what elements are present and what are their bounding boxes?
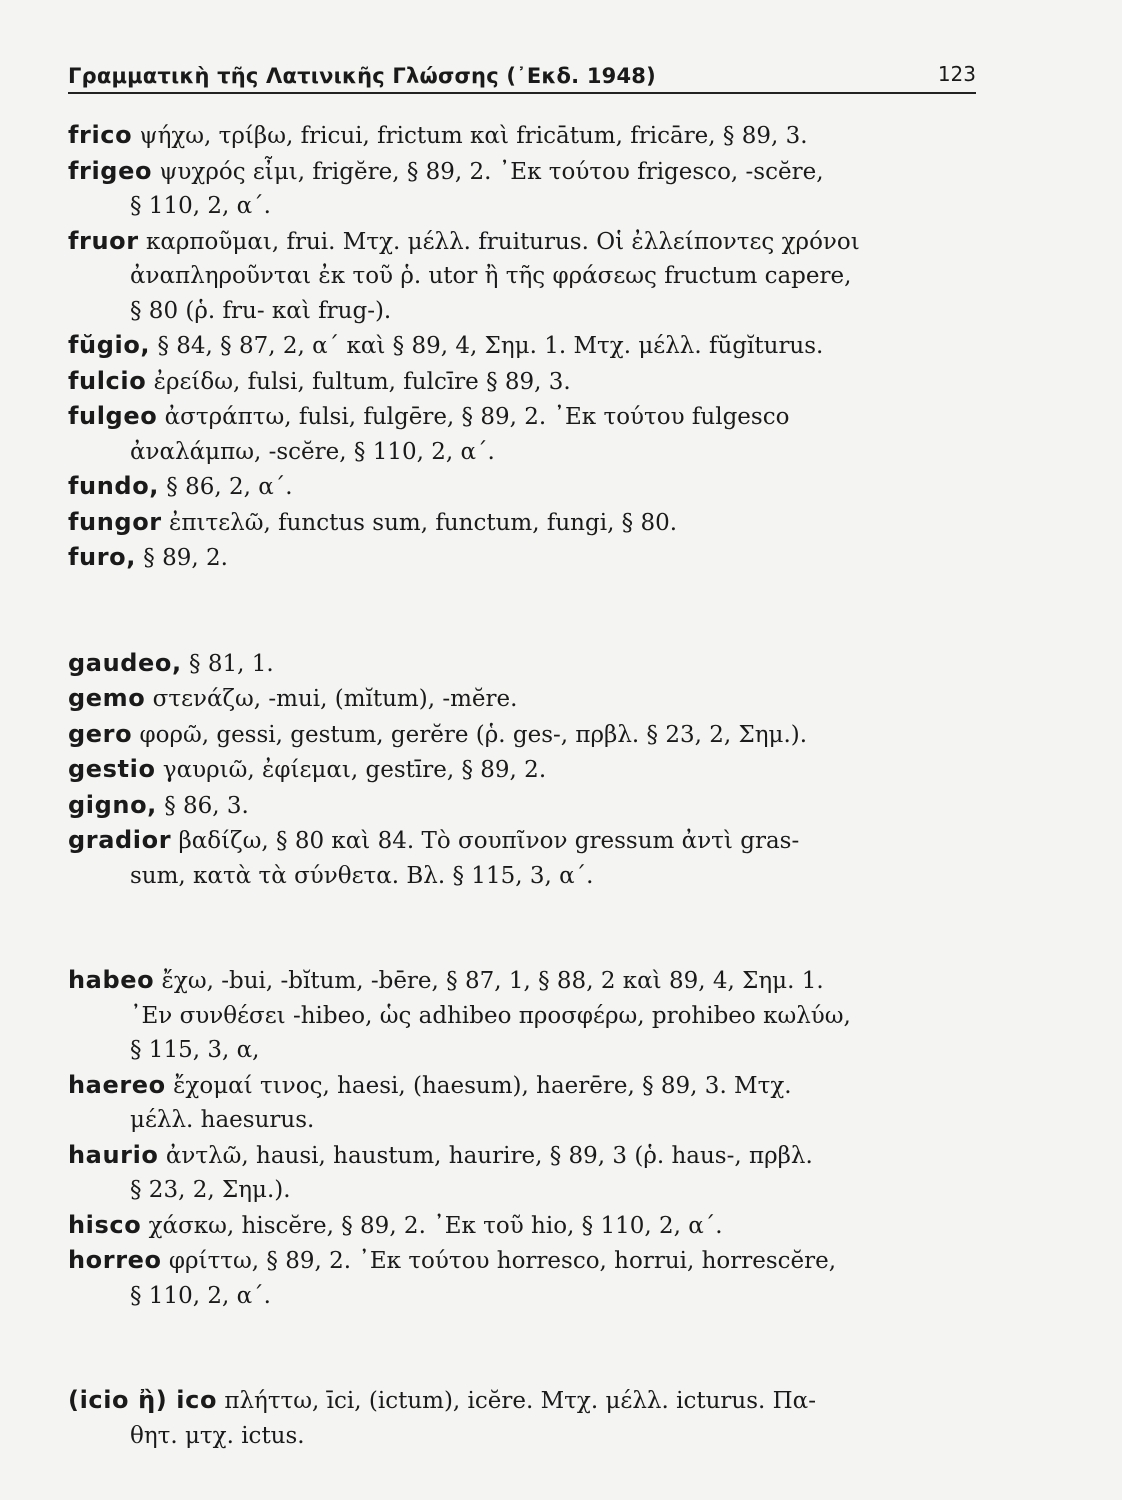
- entry-headword: fundo,: [68, 472, 159, 500]
- dictionary-entry: [68, 224, 980, 329]
- entry-headword: frigeo: [68, 156, 153, 185]
- entry-headword: gigno,: [68, 790, 157, 819]
- entry-continuation: ᾿Εν συνθέσει -hibeo, ὡς adhibeo προσφέρω, prohibeo κωλύω,: [130, 1002, 851, 1029]
- entry-definition: ἔχομαί τινος, haesi, (haesum), haerēre, § 89, 3. Μτχ.: [165, 1072, 792, 1099]
- dictionary-entry: [68, 752, 980, 788]
- entry-continuation: θητ. μτχ. ictus.: [130, 1422, 305, 1449]
- entry-headword: gradior: [68, 826, 172, 854]
- entry-definition: § 86, 2, α΄.: [159, 474, 293, 500]
- entry-headword: haereo: [68, 1070, 166, 1099]
- entry-headword: gemo: [68, 684, 146, 712]
- page-number: 123: [937, 62, 976, 86]
- dictionary-entry: [68, 1068, 980, 1138]
- entry-definition: ἐρείδω, fulsi, fultum, fulcīre § 89, 3.: [146, 368, 571, 395]
- entry-definition: ἀντλῶ, hausi, haustum, haurire, § 89, 3 (ῥ. haus-, πρβλ.: [158, 1142, 813, 1169]
- entry-continuation: § 110, 2, α΄.: [130, 193, 271, 219]
- entry-headword: horreo: [68, 1246, 162, 1274]
- entry-definition: § 86, 3.: [156, 792, 249, 819]
- entry-headword: (icio ἢ) ico: [68, 1386, 218, 1414]
- entry-definition: βαδίζω, § 80 καὶ 84. Τὸ σουπῖνον gressum ἀντὶ gras-: [171, 828, 800, 854]
- dictionary-entry: [68, 823, 980, 893]
- entry-headword: hisco: [68, 1210, 142, 1239]
- dictionary-entry: [68, 1208, 980, 1244]
- entry-definition: ψυχρός εἶμι, frigĕre, § 89, 2. ᾿Εκ τούτου frigesco, -scĕre,: [152, 158, 824, 185]
- entry-headword: habeo: [68, 966, 155, 994]
- entry-headword: frico: [68, 121, 133, 149]
- dictionary-entry: [68, 540, 980, 576]
- dictionary-entries: [68, 118, 980, 1453]
- entry-definition: § 81, 1.: [181, 650, 274, 677]
- entry-definition: § 89, 2.: [135, 545, 228, 571]
- entry-continuation: § 80 (ῥ. fru- καὶ frug-).: [130, 297, 392, 324]
- dictionary-entry: [68, 118, 980, 154]
- dictionary-entry: [68, 328, 980, 364]
- entry-headword: gero: [68, 719, 133, 748]
- entry-headword: furo,: [68, 543, 136, 571]
- dictionary-entry: [68, 1243, 980, 1313]
- entry-continuation: § 110, 2, α΄.: [130, 1282, 271, 1309]
- dictionary-entry: [68, 963, 980, 1068]
- entry-headword: fŭgio,: [68, 331, 151, 359]
- section-gap: [68, 1313, 980, 1383]
- dictionary-entry: [68, 469, 980, 505]
- dictionary-entry: [68, 1383, 980, 1453]
- entry-definition: § 84, § 87, 2, α΄ καὶ § 89, 4, Σημ. 1. Μτχ. μέλλ. fŭgĭturus.: [150, 333, 824, 359]
- entry-continuation: ἀναπληροῦνται ἐκ τοῦ ῥ. utor ἢ τῆς φράσεως fructum capere,: [130, 263, 852, 289]
- entry-definition: φρίττω, § 89, 2. ᾿Εκ τούτου horresco, horrui, horrescĕre,: [161, 1248, 837, 1274]
- dictionary-entry: [68, 646, 980, 682]
- entry-continuation: § 115, 3, α,: [130, 1037, 260, 1063]
- entry-continuation: ἀναλάμπω, -scĕre, § 110, 2, α΄.: [130, 438, 495, 465]
- entry-headword: fulgeo: [68, 402, 158, 430]
- section-gap: [68, 893, 980, 963]
- entry-definition: ἐπιτελῶ, functus sum, functum, fungi, § 80.: [161, 509, 678, 536]
- entry-definition: φορῶ, gessi, gestum, gerĕre (ῥ. ges-, πρβλ. § 23, 2, Σημ.).: [132, 721, 808, 748]
- entry-headword: haurio: [68, 1140, 159, 1169]
- entry-headword: gaudeo,: [68, 648, 182, 677]
- running-header: [68, 58, 976, 94]
- section-gap: [68, 576, 980, 646]
- dictionary-entry: [68, 399, 980, 469]
- entry-headword: fruor: [68, 226, 139, 255]
- entry-definition: καρποῦμαι, frui. Μτχ. μέλλ. fruiturus. Οἱ ἐλλείποντες χρόνοι: [138, 228, 860, 255]
- dictionary-entry: [68, 681, 980, 717]
- entry-headword: fungor: [68, 507, 162, 536]
- entry-continuation: μέλλ. haesurus.: [130, 1107, 315, 1133]
- entry-definition: γαυριῶ, ἐφίεμαι, gestīre, § 89, 2.: [155, 757, 547, 783]
- dictionary-entry: [68, 788, 980, 824]
- dictionary-entry: [68, 505, 980, 541]
- header-title: Γραμματικὴ τῆς Λατινικῆς Γλώσσης (᾿Εκδ. 1948): [68, 64, 656, 88]
- entry-definition: στενάζω, -mui, (mĭtum), -mĕre.: [145, 686, 518, 712]
- entry-definition: χάσκω, hiscĕre, § 89, 2. ᾿Εκ τοῦ hio, § 110, 2, α΄.: [141, 1212, 723, 1239]
- dictionary-entry: [68, 717, 980, 753]
- entry-definition: ἀστράπτω, fulsi, fulgēre, § 89, 2. ᾿Εκ τούτου fulgesco: [157, 404, 790, 430]
- entry-continuation: § 23, 2, Σημ.).: [130, 1177, 291, 1203]
- entry-definition: πλήττω, īci, (ictum), icĕre. Μτχ. μέλλ. icturus. Πα-: [217, 1388, 816, 1414]
- dictionary-entry: [68, 154, 980, 224]
- dictionary-entry: [68, 1138, 980, 1208]
- dictionary-entry: [68, 364, 980, 400]
- entry-continuation: sum, κατὰ τὰ σύνθετα. Βλ. § 115, 3, α΄.: [130, 862, 594, 889]
- entry-definition: ἔχω, -bui, -bĭtum, -bēre, § 87, 1, § 88, 2 καὶ 89, 4, Σημ. 1.: [154, 968, 824, 994]
- entry-definition: ψήχω, τρίβω, fricui, frictum καὶ fricātum, fricāre, § 89, 3.: [132, 123, 808, 149]
- entry-headword: fulcio: [68, 366, 147, 395]
- entry-headword: gestio: [68, 755, 156, 783]
